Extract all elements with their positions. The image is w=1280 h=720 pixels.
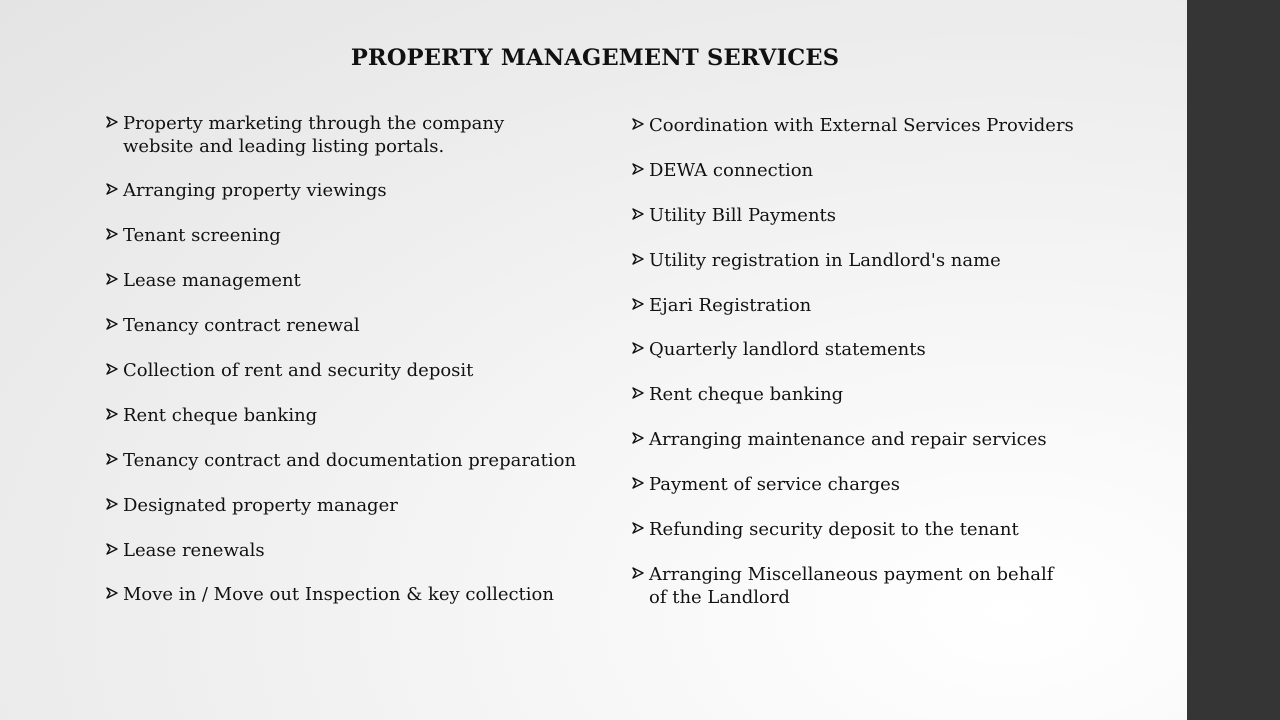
list-item-text: Lease management [123,270,301,292]
arrowhead-bullet-icon [105,227,119,241]
arrowhead-bullet-icon [105,115,119,129]
list-item-text: Quarterly landlord statements [649,339,926,361]
list-item [631,473,1071,496]
list-item [105,179,575,202]
arrowhead-bullet-icon [105,452,119,466]
list-item-text: Coordination with External Services Providers [649,115,1074,136]
list-item-text: Tenancy contract renewal [123,315,360,337]
list-item [105,404,575,427]
list-item [105,359,575,382]
list-item-text: Arranging Miscellaneous payment on behalf of the Landlord [649,563,1054,608]
arrowhead-bullet-icon [631,297,645,311]
list-item-text: Arranging maintenance and repair services [649,429,1047,451]
list-item-text: Ejari Registration [649,294,812,316]
arrowhead-bullet-icon [631,431,645,445]
right-service-list [631,114,1074,630]
list-item [105,112,563,157]
list-item [105,583,575,606]
list-item [105,269,575,292]
arrowhead-bullet-icon [105,362,119,376]
list-item [631,518,1071,541]
list-item-text: Tenant screening [123,225,281,247]
list-item [105,224,575,247]
list-item-text: Designated property manager [123,494,398,516]
list-item [105,494,575,517]
list-item-text: Move in / Move out Inspection & key collection [123,584,554,606]
list-item [631,563,1059,608]
arrowhead-bullet-icon [105,182,119,196]
arrowhead-bullet-icon [631,566,645,580]
list-item-text: Property marketing through the company website and leading listing portals. [123,113,505,157]
list-item [105,449,575,472]
arrowhead-bullet-icon [631,341,645,355]
list-item-text: Lease renewals [123,539,265,561]
list-item-text: Payment of service charges [649,474,900,496]
list-item-text: Refunding security deposit to the tenant [649,519,1019,541]
list-item [631,428,1071,451]
list-item [631,294,1071,317]
list-item-text: Rent cheque banking [123,404,318,426]
list-item-text: Tenancy contract and documentation preparation [123,449,577,471]
arrowhead-bullet-icon [631,476,645,490]
arrowhead-bullet-icon [631,117,645,131]
list-item [631,204,1071,227]
list-item [105,539,575,562]
list-item-text: DEWA connection [649,159,814,181]
arrowhead-bullet-icon [631,252,645,266]
list-item [105,314,575,337]
list-item [631,159,1071,182]
list-item [631,114,1074,137]
arrowhead-bullet-icon [105,407,119,421]
arrowhead-bullet-icon [105,317,119,331]
list-item-text: Utility Bill Payments [649,204,837,226]
arrowhead-bullet-icon [105,272,119,286]
side-bar [1187,0,1280,720]
list-item-text: Rent cheque banking [649,384,844,406]
arrowhead-bullet-icon [105,542,119,556]
arrowhead-bullet-icon [105,497,119,511]
list-item [631,249,1071,272]
arrowhead-bullet-icon [631,521,645,535]
arrowhead-bullet-icon [631,162,645,176]
arrowhead-bullet-icon [631,386,645,400]
list-item-text: Arranging property viewings [123,180,387,202]
list-item-text: Utility registration in Landlord's name [649,249,1001,271]
arrowhead-bullet-icon [105,586,119,600]
arrowhead-bullet-icon [631,207,645,221]
list-item [631,338,1071,361]
slide-title: PROPERTY MANAGEMENT SERVICES [350,45,840,71]
list-item-text: Collection of rent and security deposit [123,359,474,381]
left-service-list [105,112,575,628]
list-item [631,383,1071,406]
